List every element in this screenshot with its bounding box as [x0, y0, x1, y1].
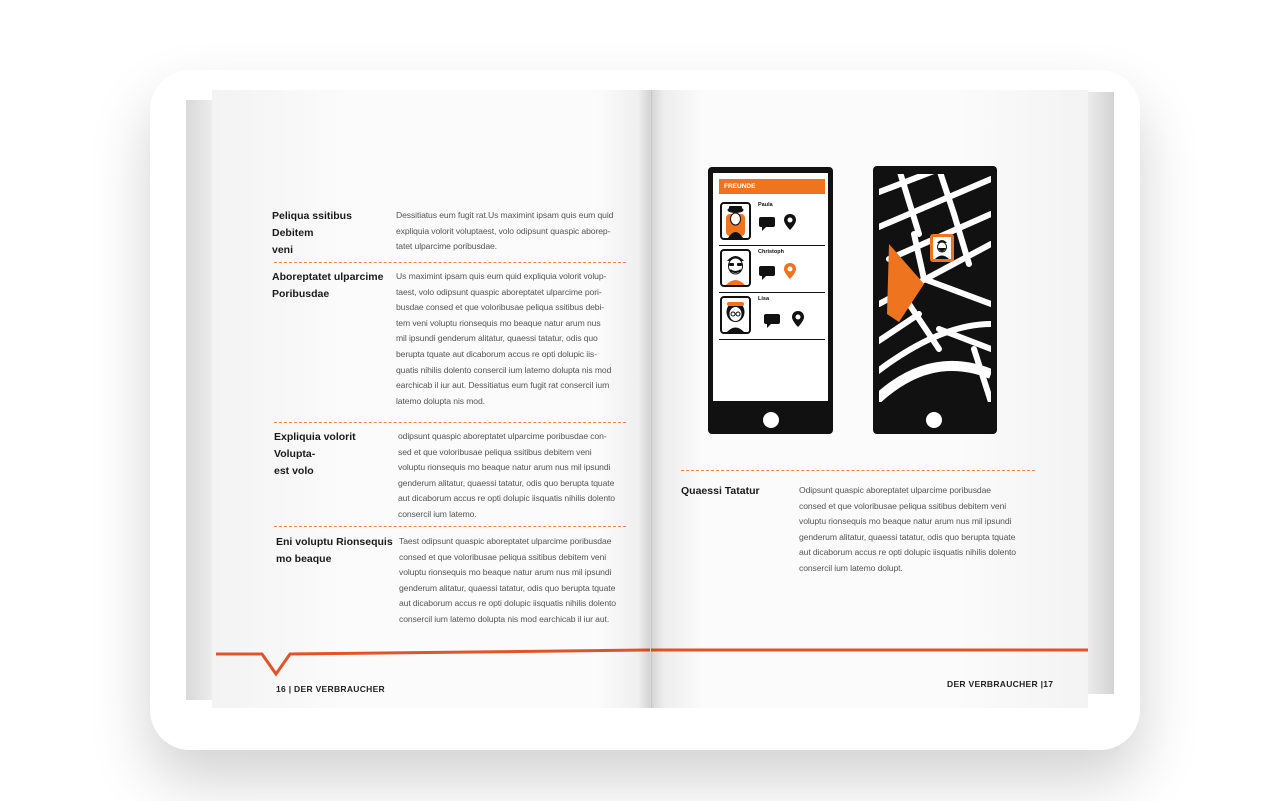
woman-avatar-icon	[722, 204, 749, 238]
divider	[274, 262, 626, 263]
phone-friends-list	[708, 167, 833, 434]
avatar	[720, 202, 751, 240]
book-gutter	[638, 90, 664, 708]
phone-screen	[713, 173, 828, 401]
body-line: consercil ium latemo.	[398, 508, 477, 519]
body-line: genderum alitatur, quaessi tatatur, odis quo berupta tquate	[398, 477, 615, 488]
entry-body	[396, 208, 626, 255]
heading-line: Peliqua ssitibus Debitem	[272, 210, 352, 239]
woman-glasses-avatar-icon	[722, 298, 749, 332]
body-line: consed et que voloribusae peliqua ssitibus debitem veni	[799, 500, 1007, 511]
body-line: quatis nihilis dolento consercil ium latemo dolupta nis mod	[396, 364, 612, 375]
avatar	[720, 296, 751, 334]
body-line: berupta tquate aut dicaborum accus re opti dolupic iis-	[396, 348, 597, 359]
entry-heading	[272, 208, 390, 259]
chat-bubble-icon[interactable]	[758, 216, 776, 232]
entry-body	[399, 534, 627, 628]
body-line: voluptu rionsequis mo beaque natur arum nus mil ipsundi	[398, 462, 611, 473]
body-line: genderum alitatur, quaessi tatatur, odis quo berupta tquate	[799, 531, 1016, 542]
friend-name: Paula	[758, 202, 773, 208]
map-screen[interactable]	[879, 174, 991, 402]
body-line: aut dicaborum accus re opti dolupic iisquatis nihilis dolento	[399, 598, 616, 609]
entry-heading	[272, 269, 390, 303]
home-button[interactable]	[926, 412, 942, 428]
body-line: latemo dolupta nis mod.	[396, 395, 485, 406]
right-page	[651, 90, 1088, 708]
body-line: tem veni voluptu rionsequis mo beaque natur arum nus	[396, 317, 601, 328]
body-line: mil ipsundi genderum alitatur, quaessi tatatur, odis quo	[396, 333, 598, 344]
left-page	[212, 90, 650, 708]
body-line: voluptu rionsequis mo beaque natur arum nus mil ipsundi	[799, 516, 1012, 527]
location-pin-active-icon[interactable]	[783, 262, 797, 280]
divider	[274, 526, 626, 527]
heading-line: Expliquia volorit Volupta-	[274, 431, 356, 460]
location-pin-icon[interactable]	[783, 213, 797, 231]
map-avatar-marker[interactable]	[930, 234, 954, 262]
man-sunglasses-avatar-icon	[722, 251, 749, 285]
divider	[681, 470, 1035, 471]
heading-line: Quaessi Tatatur	[681, 485, 760, 497]
body-line: Taest odipsunt quaspic aboreptatet ulparcime poribusdae	[399, 536, 612, 546]
body-line: expliquia volorit voluptaest, volo odipsunt quaspic aborep-	[396, 225, 611, 236]
entry-heading	[274, 429, 392, 480]
body-line: consercil ium latemo dolupt.	[799, 562, 903, 573]
entry-heading	[276, 534, 394, 568]
entry-body	[799, 483, 1034, 577]
body-line: busdae consed et que voloribusae peliqua ssitibus debi-	[396, 302, 605, 313]
entry-body	[398, 429, 628, 523]
entry-body	[396, 269, 626, 409]
friend-name: Lisa	[758, 296, 770, 302]
location-pin-icon[interactable]	[791, 310, 805, 328]
page-number-left: 16 | DER VERBRAUCHER	[276, 684, 385, 694]
man-beard-avatar-icon	[933, 237, 951, 259]
heading-line: Poribusdae	[272, 288, 330, 300]
body-line: taest, volo odipsunt quaspic aboreptatet ulparcime pori-	[396, 286, 602, 297]
avatar	[720, 249, 751, 287]
friend-row	[719, 293, 825, 340]
friend-name: Christoph	[758, 249, 784, 255]
divider	[274, 422, 626, 423]
heading-line: veni	[272, 244, 294, 256]
body-line: tatet ulparcime poribusdae.	[396, 241, 497, 252]
body-line: sed et que voloribusae peliqua ssitibus debitem veni	[398, 446, 592, 457]
heading-line: Eni voluptu Rionsequis	[276, 536, 393, 548]
body-line: Dessitiatus eum fugit rat.Us maximint ipsam quis eum quid	[396, 210, 614, 220]
entry-heading	[681, 483, 799, 500]
footer-accent-line	[651, 645, 1088, 657]
body-line: genderum alitatur, quaessi tatatur, odis quo berupta tquate	[399, 582, 616, 593]
heading-line: est volo	[274, 465, 314, 477]
body-line: Us maximint ipsam quis eum quid expliquia volorit volup-	[396, 271, 607, 281]
body-line: aut dicaborum accus re opti dolupic iisquatis nihilis dolento	[799, 547, 1016, 558]
body-line: aut dicaborum accus re opti dolupic iisquatis nihilis dolento	[398, 493, 615, 504]
page-number-right: DER VERBRAUCHER |17	[947, 679, 1054, 689]
body-line: consed et que voloribusae peliqua ssitibus debitem veni	[399, 551, 607, 562]
chat-bubble-icon[interactable]	[758, 265, 776, 281]
heading-line: Aboreptatet ulparcime	[272, 271, 384, 283]
body-line: odipsunt quaspic aboreptatet ulparcime poribusdae con-	[398, 431, 607, 441]
footer-accent-line	[212, 640, 650, 680]
phone-map	[873, 166, 997, 434]
body-line: consercil ium latemo dolupta nis mod earchicab il iur aut.	[399, 613, 610, 624]
body-line: earchicab il iur aut. Dessitiatus eum fugit rat consercil ium	[396, 380, 610, 391]
body-line: voluptu rionsequis mo beaque natur arum nus mil ipsundi	[399, 567, 612, 578]
friends-header: FREUNDE	[719, 179, 825, 194]
heading-line: mo beaque	[276, 553, 332, 565]
body-line: Odipsunt quaspic aboreptatet ulparcime poribusdae	[799, 485, 991, 495]
page-stack-right	[1084, 92, 1114, 694]
friend-row	[719, 246, 825, 293]
friend-row	[719, 199, 825, 246]
chat-bubble-icon[interactable]	[763, 313, 781, 329]
home-button[interactable]	[763, 412, 779, 428]
